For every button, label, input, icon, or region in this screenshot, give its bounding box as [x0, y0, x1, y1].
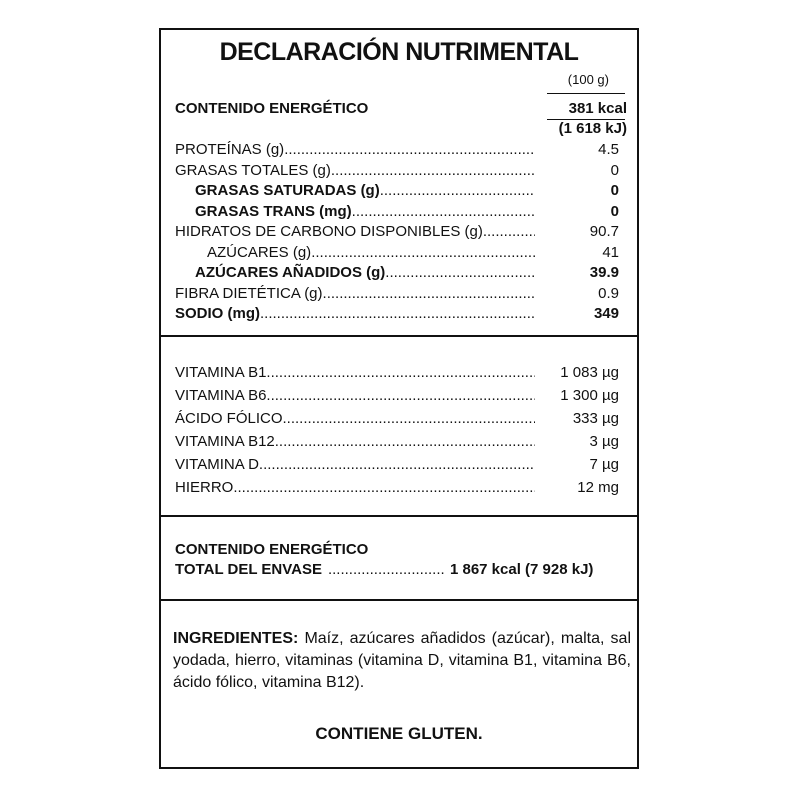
package-total-value: 1 867 kcal (7 928 kJ) [449, 561, 594, 578]
vitamin-name: HIERRO [175, 479, 234, 496]
nutrient-row-sodium [175, 303, 625, 324]
leader-dots [275, 431, 535, 452]
energy-kj: (1 618 kJ) [558, 120, 627, 137]
vitamin-value: 1 300 µg [560, 387, 619, 404]
vitamin-name: ÁCIDO FÓLICO [175, 410, 283, 427]
label-title: DECLARACIÓN NUTRIMENTAL [219, 38, 579, 66]
nutrient-value: 0.9 [598, 285, 619, 302]
ingredients-text: Maíz, azúcares añadidos (azúcar), malta, sal yodada, hierro, vitaminas (vitamina D, vitamina B1, vitamina B6, ácido fólico, vitamina B12). [173, 630, 631, 691]
nutrient-row-trans-fat [195, 201, 625, 222]
leader-dots [352, 201, 535, 222]
leader-dots [260, 303, 535, 324]
leader-dots [284, 139, 535, 160]
nutrition-label [159, 28, 639, 769]
allergen-warning: CONTIENE GLUTEN. [315, 724, 483, 743]
nutrient-name: FIBRA DIETÉTICA (g) [175, 285, 323, 302]
package-total-label: TOTAL DEL ENVASE [175, 561, 322, 578]
vitamin-name: VITAMINA D [175, 456, 259, 473]
vitamin-row-d [175, 454, 625, 475]
nutrient-name: HIDRATOS DE CARBONO DISPONIBLES (g) [175, 223, 483, 240]
vitamin-row-folic-acid [175, 408, 625, 429]
leader-dots [283, 408, 535, 429]
vitamin-row-iron [175, 477, 625, 498]
vitamin-value: 3 µg [589, 433, 619, 450]
nutrient-name: AZÚCARES (g) [207, 244, 312, 261]
vitamin-name: VITAMINA B1 [175, 364, 267, 381]
nutrient-row-carbohydrates [175, 221, 625, 242]
vitamin-row-b6 [175, 385, 625, 406]
vitamin-value: 7 µg [589, 456, 619, 473]
leader-dots [311, 242, 535, 263]
nutrient-value: 0 [610, 182, 619, 199]
nutrient-name: GRASAS TOTALES (g) [175, 162, 331, 179]
vitamin-name: VITAMINA B12 [175, 433, 275, 450]
nutrient-name: GRASAS TRANS (mg) [195, 203, 352, 220]
nutrient-row-added-sugars [195, 262, 625, 283]
vitamin-row-b1 [175, 362, 625, 383]
vitamin-value: 333 µg [572, 410, 619, 427]
section-divider [161, 515, 637, 517]
nutrient-value: 4.5 [598, 141, 619, 158]
nutrient-value: 0 [610, 203, 619, 220]
nutrient-name: PROTEÍNAS (g) [175, 141, 285, 158]
vitamin-value: 1 083 µg [560, 364, 619, 381]
leader-dots [323, 283, 535, 304]
serving-size-header: (100 g) [567, 72, 609, 87]
nutrient-row-fiber [175, 283, 625, 304]
vitamin-row-b12 [175, 431, 625, 452]
nutrient-row-total-fat [175, 160, 625, 181]
nutrient-row-sugars [207, 242, 625, 263]
energy-kcal: 381 kcal [568, 100, 627, 117]
nutrient-name: AZÚCARES AÑADIDOS (g) [195, 264, 386, 281]
energy-label: CONTENIDO ENERGÉTICO [175, 100, 369, 117]
header-rule [547, 93, 625, 94]
leader-dots [331, 160, 535, 181]
nutrient-row-saturated-fat [195, 180, 625, 201]
nutrient-value: 39.9 [589, 264, 619, 281]
ingredients-block [173, 628, 631, 694]
leader-dots [385, 262, 535, 283]
nutrient-value: 349 [593, 305, 619, 322]
leader-dots [233, 477, 535, 498]
nutrient-name: SODIO (mg) [175, 305, 260, 322]
section-divider [161, 335, 637, 337]
vitamin-name: VITAMINA B6 [175, 387, 267, 404]
section-divider [161, 599, 637, 601]
leader-dots [380, 180, 535, 201]
leader-dots [259, 454, 535, 475]
leader-dots [328, 561, 444, 578]
leader-dots [483, 221, 535, 242]
package-energy-label: CONTENIDO ENERGÉTICO [175, 541, 369, 558]
nutrient-row-protein [175, 139, 625, 160]
nutrient-value: 0 [610, 162, 619, 179]
nutrient-value: 41 [602, 244, 619, 261]
nutrient-value: 90.7 [589, 223, 619, 240]
vitamin-value: 12 mg [577, 479, 619, 496]
leader-dots [266, 385, 535, 406]
ingredients-heading: INGREDIENTES: [173, 630, 299, 647]
nutrient-name: GRASAS SATURADAS (g) [195, 182, 380, 199]
package-energy-row [175, 561, 631, 578]
leader-dots [266, 362, 535, 383]
